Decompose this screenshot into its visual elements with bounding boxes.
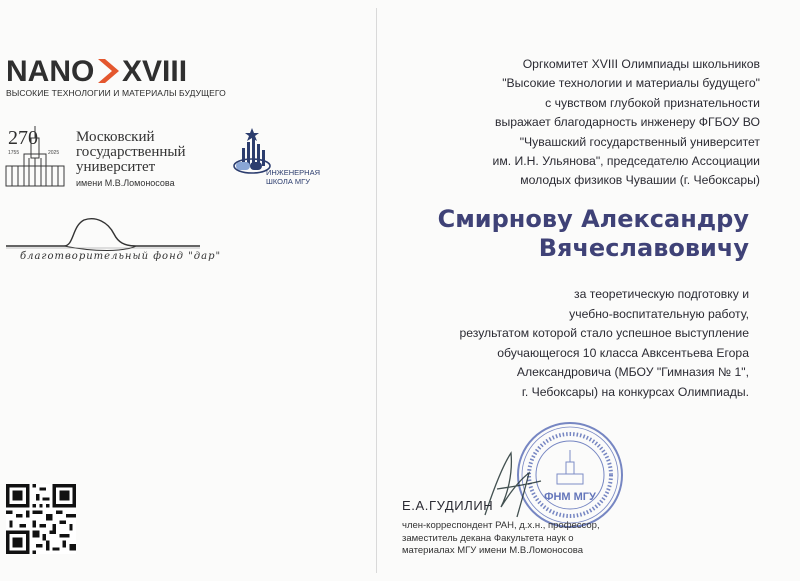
intro-line: выражает благодарность инженеру ФГБОУ ВО bbox=[494, 115, 760, 130]
right-page bbox=[377, 0, 800, 581]
msu-anniversary-number: 270 bbox=[8, 127, 38, 149]
seal-building-icon bbox=[557, 450, 583, 484]
nano-logo-edition: XVIII bbox=[122, 56, 188, 86]
fund-hat-icon bbox=[4, 214, 204, 254]
reason-line: учебно-воспитательную работу, bbox=[569, 306, 749, 321]
engineering-school-icon bbox=[234, 128, 270, 173]
engineering-school-label bbox=[266, 168, 326, 186]
signer-title-line: материалах МГУ имени М.В.Ломоносова bbox=[402, 545, 584, 556]
fund-caption: благотворительный фонд "дар" bbox=[20, 251, 222, 262]
reason-line: г. Чебоксары) на конкурсах Олимпиады. bbox=[521, 384, 749, 399]
msu-anniversary-emblem bbox=[4, 124, 66, 190]
intro-line: молодых физиков Чувашии (г. Чебоксары) bbox=[520, 173, 760, 188]
nano-logo-text: NANO bbox=[6, 56, 95, 86]
msu-name bbox=[76, 130, 185, 175]
msu-name-line4: имени М.В.Ломоносова bbox=[76, 178, 175, 188]
reason-line: обучающегося 10 класса Авксентьева Егора bbox=[497, 345, 749, 360]
signer-name: Е.А.ГУДИЛИН bbox=[402, 498, 494, 513]
qr-code-icon[interactable] bbox=[6, 484, 76, 554]
reason-line: Александровича (МБОУ "Гимназия № 1", bbox=[516, 365, 749, 379]
signer-title-line: член-корреспондент РАН, д.х.н., профессор, bbox=[402, 520, 600, 531]
nano-arrow-icon bbox=[98, 59, 119, 83]
handwritten-signature bbox=[477, 445, 547, 525]
intro-line: "Чувашский государственный университет bbox=[519, 134, 760, 149]
left-page bbox=[0, 0, 376, 581]
msu-name-line3: университет bbox=[76, 159, 156, 175]
msu-year-start: 1755 bbox=[8, 150, 20, 156]
engineering-school-line1: ИНЖЕНЕРНАЯ bbox=[266, 168, 320, 177]
nano-subtitle: ВЫСОКИЕ ТЕХНОЛОГИИ И МАТЕРИАЛЫ БУДУЩЕГО bbox=[6, 88, 226, 98]
signer-title-line: заместитель декана Факультета наук о bbox=[402, 532, 574, 544]
reason-line: результатом которой стало успешное выступление bbox=[459, 326, 749, 340]
signer-title bbox=[402, 520, 600, 558]
reason-line: за теоретическую подготовку и bbox=[574, 287, 749, 301]
intro-text bbox=[377, 55, 760, 191]
intro-line: с чувством глубокой признательности bbox=[545, 95, 760, 110]
intro-line: "Высокие технологии и материалы будущего" bbox=[502, 76, 760, 91]
msu-name-line1: Московский bbox=[76, 129, 155, 145]
msu-year-end: 2025 bbox=[48, 150, 60, 156]
seal-center-text: ФНМ МГУ bbox=[544, 491, 596, 503]
intro-line: Оргкомитет XVIII Олимпиады школьников bbox=[522, 57, 760, 71]
recipient-name-line2: Вячеславовичу bbox=[538, 234, 749, 262]
engineering-school-line2: ШКОЛА МГУ bbox=[266, 177, 310, 186]
recipient-name-line1: Смирнову Александру bbox=[437, 205, 749, 233]
intro-line: им. И.Н. Ульянова", председателю Ассоциации bbox=[492, 154, 760, 169]
msu-name-line2: государственный bbox=[76, 144, 186, 160]
reason-text bbox=[377, 285, 749, 402]
recipient-name bbox=[377, 205, 749, 263]
